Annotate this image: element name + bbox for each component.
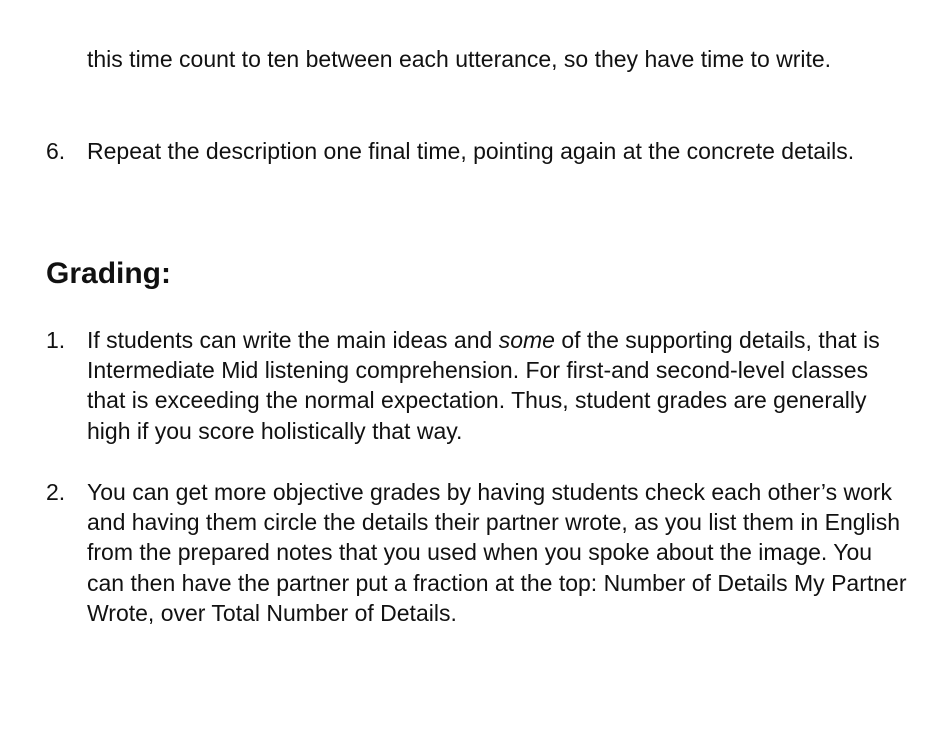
continued-paragraph: this time count to ten between each utterance, so they have time to write. bbox=[87, 46, 832, 72]
text-segment: If students can write the main ideas and bbox=[87, 327, 499, 353]
text-segment: of the supporting details, that is Intermediate Mid listening comprehension. For first-and second-level classes that is exceeding the normal expectation. Thus, student grades are generally high if you score holistically that way. bbox=[87, 327, 880, 444]
list-item-text: Repeat the description one final time, pointing again at the concrete details. bbox=[87, 138, 855, 164]
emphasis-text: some bbox=[498, 327, 555, 353]
list-number: 1. bbox=[46, 327, 66, 353]
list-item-text: You can get more objective grades by having students check each other’s work and having them circle the details their partner wrote, as you list them in English from the prepared notes that you used when you spoke about the image. You can then have the partner put a fraction at the top: Number of Details My Partner Wrote, over Total Number of Details. bbox=[87, 479, 907, 626]
list-item-text bbox=[87, 325, 907, 446]
section-heading-grading: Grading: bbox=[46, 257, 171, 290]
list-number: 2. bbox=[46, 479, 66, 505]
list-number: 6. bbox=[46, 138, 66, 164]
